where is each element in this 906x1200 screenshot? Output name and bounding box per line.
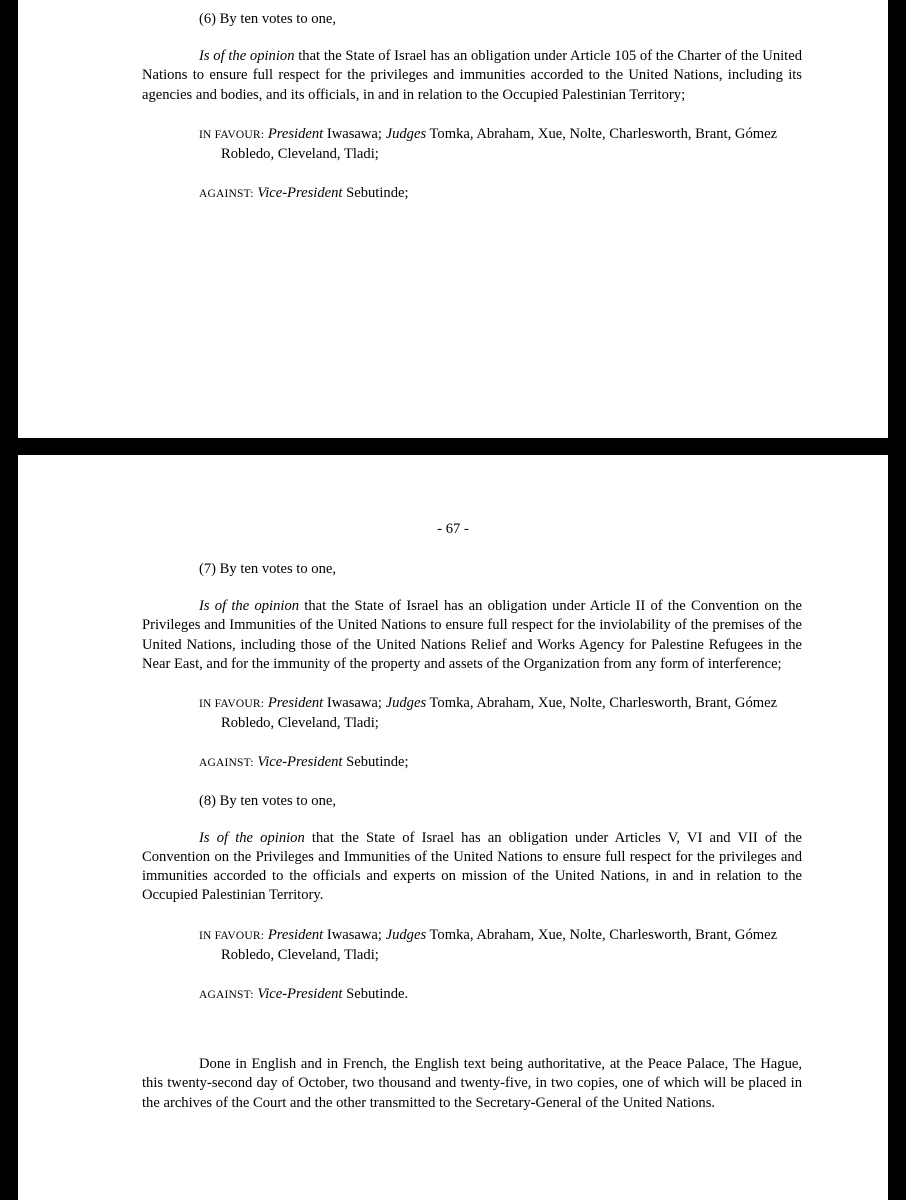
in-favour-label: IN FAVOUR: (199, 929, 265, 942)
opinion-lead: Is of the opinion (199, 598, 300, 615)
page-number: - 67 - (437, 521, 469, 537)
opinion-paragraph-6: Is of the opinion that the State of Israel has an obligation under Article 105 of the Charter of the United Nations to ensure full respect for the privileges and immunities accorded to the United Nations, including its agencies and bodies, and its officials, in and in relation to the Occupied Palestinian Territory; (142, 48, 802, 103)
opinion-lead: Is of the opinion (199, 48, 295, 65)
in-favour-label: IN FAVOUR: (199, 128, 265, 141)
against-label: AGAINST: (199, 989, 254, 1002)
in-favour-block-7: IN FAVOUR: President Iwasawa; Judges Tomka, Abraham, Xue, Nolte, Charlesworth, Brant, Gómez Robledo, Cleveland, Tladi; (199, 695, 778, 732)
in-favour-block-8: IN FAVOUR: President Iwasawa; Judges Tomka, Abraham, Xue, Nolte, Charlesworth, Brant, Gómez Robledo, Cleveland, Tladi; (199, 926, 778, 963)
document-page-upper (18, 0, 888, 438)
against-label: AGAINST: (199, 757, 254, 770)
vote-heading-8: (8) By ten votes to one, (199, 792, 336, 809)
closing-paragraph: Done in English and in French, the English text being authoritative, at the Peace Palace, The Hague, this twenty-second day of October, two thousand and twenty-five, in two copies, one of which will be placed in the archives of the Court and the other transmitted to the Secretary-General of the United Nations. (142, 1056, 802, 1111)
in-favour-block-6: IN FAVOUR: President Iwasawa; Judges Tomka, Abraham, Xue, Nolte, Charlesworth, Brant, Gómez Robledo, Cleveland, Tladi; (199, 125, 778, 163)
page-upper-content (142, 10, 802, 204)
against-block-8: AGAINST: Vice-President Sebutinde. (199, 986, 409, 1003)
against-block-7: AGAINST: Vice-President Sebutinde; (199, 754, 409, 771)
page-lower-content (142, 560, 802, 1113)
against-label: AGAINST: (199, 188, 254, 201)
opinion-paragraph-7: Is of the opinion that the State of Israel has an obligation under Article II of the Convention on the Privileges and Immunities of the United Nations to ensure full respect for the inviolability of the premises of the United Nations, including those of the United Nations Relief and Works Agency for Palestine Refugees in the Near East, and for the immunity of the property and assets of the Organization from any form of interference; (142, 598, 802, 672)
in-favour-label: IN FAVOUR: (199, 698, 265, 711)
against-block-6: AGAINST: Vice-President Sebutinde; (199, 185, 409, 202)
opinion-lead: Is of the opinion (199, 829, 305, 846)
document-page-lower (18, 455, 888, 1200)
vote-heading-7: (7) By ten votes to one, (199, 561, 336, 577)
opinion-paragraph-8: Is of the opinion that the State of Israel has an obligation under Articles V, VI and VII of the Convention on the Privileges and Immunities of the United Nations to ensure full respect for the privileges and immunities accorded to the officials and experts on mission of the United Nations, in and in relation to the Occupied Palestinian Territory. (142, 829, 802, 904)
vote-heading-6: (6) By ten votes to one, (199, 11, 336, 27)
